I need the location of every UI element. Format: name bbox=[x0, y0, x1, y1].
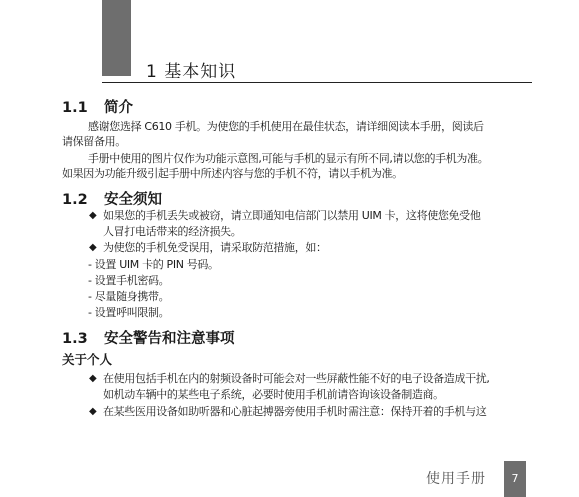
section-number: 1.3 bbox=[62, 331, 88, 347]
bullet-text: 人冒打电话带来的经济损失。 bbox=[103, 225, 242, 238]
footer-label: 使用手册 bbox=[426, 471, 486, 487]
section-title: 安全警告和注意事项 bbox=[104, 331, 235, 347]
section-title: 简介 bbox=[104, 100, 133, 116]
diamond-bullet-icon: ◆ bbox=[89, 210, 97, 221]
diamond-bullet-icon: ◆ bbox=[89, 242, 97, 253]
paragraph-line: 如果因为功能升级引起手册中所述内容与您的手机不符，请以手机为准。 bbox=[62, 167, 403, 180]
dash-item: - 设置呼叫限制。 bbox=[88, 306, 170, 319]
bullet-text: 如机动车辆中的某些电子系统，必要时使用手机前请咨询该设备制造商。 bbox=[103, 388, 444, 401]
diamond-bullet-icon: ◆ bbox=[89, 406, 97, 417]
diamond-bullet-icon: ◆ bbox=[89, 373, 97, 384]
dash-item: - 设置手机密码。 bbox=[88, 274, 170, 287]
bullet-text: 在使用包括手机在内的射频设备时可能会对一些屏蔽性能不好的电子设备造成干扰, bbox=[103, 372, 490, 385]
subheading: 关于个人 bbox=[62, 352, 113, 367]
paragraph-line: 请保留备用。 bbox=[62, 135, 126, 148]
chapter-tab bbox=[102, 0, 131, 76]
section-heading-1-3 bbox=[62, 327, 235, 348]
dash-item: - 尽量随身携带。 bbox=[88, 290, 170, 303]
chapter-title: 1 基本知识 bbox=[146, 62, 237, 82]
chapter-divider bbox=[102, 82, 532, 83]
section-number: 1.2 bbox=[62, 192, 88, 208]
paragraph-line: 感谢您选择 C610 手机。为使您的手机使用在最佳状态，请详细阅读本手册，阅读后 bbox=[88, 120, 484, 133]
paragraph-line: 手册中使用的图片仅作为功能示意图,可能与手机的显示有所不同,请以您的手机为准。 bbox=[88, 152, 489, 165]
section-heading-1-1 bbox=[62, 96, 133, 117]
section-number: 1.1 bbox=[62, 100, 88, 116]
bullet-text: 如果您的手机丢失或被窃，请立即通知电信部门以禁用 UIM 卡，这将使您免受他 bbox=[103, 209, 481, 222]
section-heading-1-2 bbox=[62, 188, 162, 209]
section-title: 安全须知 bbox=[104, 192, 162, 208]
dash-item: - 设置 UIM 卡的 PIN 号码。 bbox=[88, 258, 219, 271]
page-number: 7 bbox=[504, 461, 526, 497]
bullet-text: 为使您的手机免受误用，请采取防范措施，如： bbox=[103, 241, 327, 254]
bullet-text: 在某些医用设备如助听器和心脏起搏器旁使用手机时需注意：保持开着的手机与这 bbox=[103, 405, 487, 418]
